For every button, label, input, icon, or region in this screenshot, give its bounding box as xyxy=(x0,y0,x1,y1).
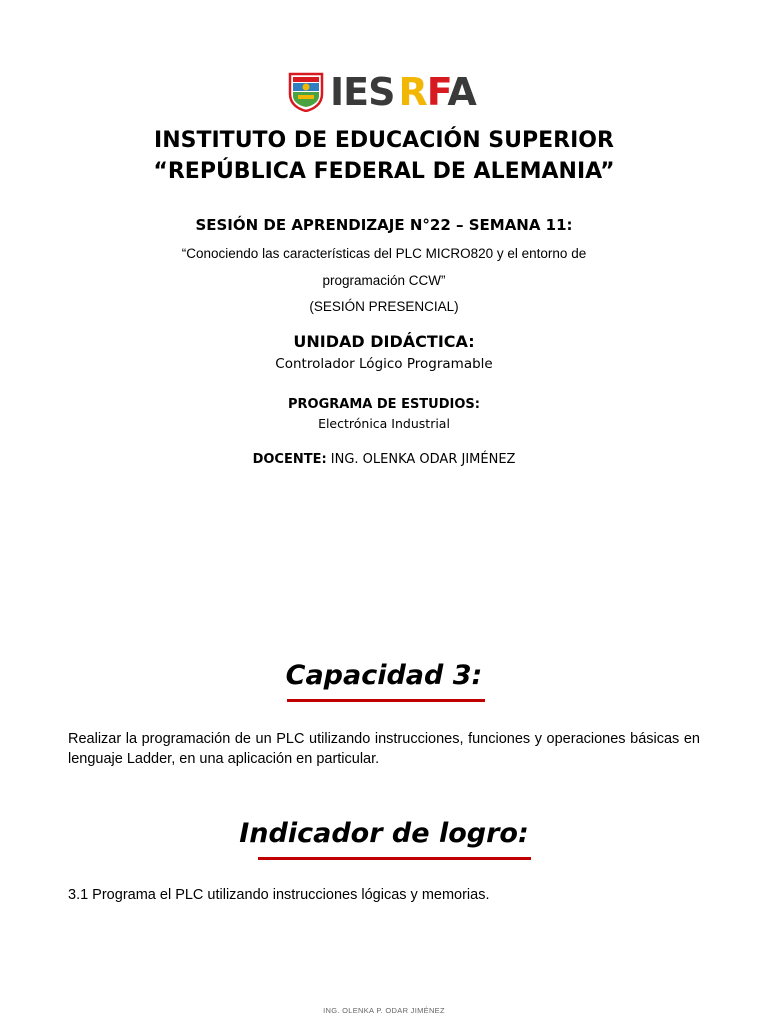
program-heading: PROGRAMA DE ESTUDIOS: xyxy=(288,397,480,412)
logo-ies: IES xyxy=(330,70,395,114)
indicator-underline xyxy=(258,857,531,860)
logo-a: A xyxy=(447,70,476,114)
logo-f: F xyxy=(426,70,448,114)
logo-wordmark xyxy=(330,67,476,117)
footer-author: ING. OLENKA P. ODAR JIMÉNEZ xyxy=(323,1006,445,1015)
institute-name-line2: “REPÚBLICA FEDERAL DE ALEMANIA” xyxy=(153,159,615,184)
indicator-text: 3.1 Programa el PLC utilizando instrucciones lógicas y memorias. xyxy=(68,887,490,903)
logo-r: R xyxy=(398,70,427,114)
teacher-line xyxy=(0,452,768,467)
capacity-heading: Capacidad 3: xyxy=(285,660,483,691)
program-value: Electrónica Industrial xyxy=(318,416,450,431)
institute-name-line1: INSTITUTO DE EDUCACIÓN SUPERIOR xyxy=(154,128,614,153)
teacher-label: DOCENTE: xyxy=(252,452,327,467)
teacher-name: ING. OLENKA ODAR JIMÉNEZ xyxy=(326,452,516,467)
unit-heading: UNIDAD DIDÁCTICA: xyxy=(293,332,475,351)
session-subtitle-line1: “Conociendo las características del PLC MICRO820 y el entorno de xyxy=(181,246,587,261)
unit-value: Controlador Lógico Programable xyxy=(275,356,493,372)
session-mode: (SESIÓN PRESENCIAL) xyxy=(309,299,459,314)
capacity-text: Realizar la programación de un PLC utilizando instrucciones, funciones y operaciones básicas en lenguaje Ladder, en una aplicación en particular. xyxy=(68,731,700,767)
session-title: SESIÓN DE APRENDIZAJE N°22 – SEMANA 11: xyxy=(195,216,573,234)
indicator-heading: Indicador de logro: xyxy=(239,818,529,849)
capacity-underline xyxy=(287,699,485,702)
coat-of-arms-icon xyxy=(288,72,324,112)
institute-logo xyxy=(288,70,488,116)
session-subtitle-line2: programación CCW” xyxy=(322,273,446,288)
